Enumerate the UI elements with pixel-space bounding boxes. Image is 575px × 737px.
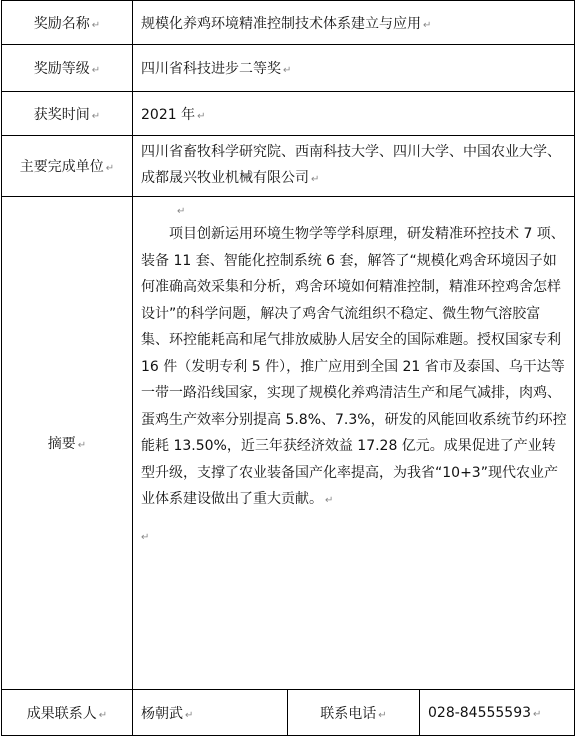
paragraph-mark-icon: ↵ bbox=[91, 110, 101, 122]
contact-person-label: 成果联系人 bbox=[26, 705, 97, 722]
award-name-value-cell bbox=[133, 1, 575, 45]
paragraph-mark-icon: ↵ bbox=[197, 110, 206, 122]
abstract-label: 摘要 bbox=[47, 436, 76, 452]
row-abstract bbox=[2, 197, 575, 690]
contact-phone-label-cell bbox=[288, 690, 420, 736]
paragraph-mark-icon: ↵ bbox=[378, 709, 387, 721]
contact-person-label-cell bbox=[2, 690, 133, 736]
contact-phone-value-cell bbox=[420, 690, 575, 736]
award-level-label-cell bbox=[2, 45, 133, 92]
abstract-text: 项目创新运用环境生物学等学科原理，研发精准环控技术 7 项、装备 11 套、智能化控制系统 6 套，解答了“规模化鸡舍环境因子如何准确高效采集和分析，鸡舍环境如何精准控制，精准环控鸡舍怎样设计”的科学问题，解决了鸡舍气流组织不稳定、微生物气溶胶富集、环控能耗高和尾气排放威胁人居安全的国际难题。授权国家专利 16 件（发明专利 5 件），推广应用到全国 21 省市及泰国、乌干达等一带一路沿线国家，实现了规模化养鸡清洁生产和尾气减排，肉鸡、蛋鸡生产效率分别提高 5.8%、7.3%，研发的风能回收系统节约环控能耗 13.50%，近三年获经济效益 17.28 亿元。成果促进了产业转型升级，支撑了农业装备国产化率提高，为我省“10+3”现代农业产业体系建设做出了重大贡献。 bbox=[141, 226, 567, 507]
abstract-label-cell bbox=[2, 197, 133, 690]
paragraph-mark-icon: ↵ bbox=[311, 174, 320, 185]
paragraph-mark-icon: ↵ bbox=[98, 709, 108, 721]
paragraph-mark-icon: ↵ bbox=[325, 495, 334, 506]
paragraph-mark-icon: ↵ bbox=[177, 206, 186, 217]
award-level-value-cell bbox=[133, 45, 575, 92]
paragraph-mark-icon: ↵ bbox=[91, 19, 101, 31]
award-time-value-cell bbox=[133, 92, 575, 136]
award-time-label-cell bbox=[2, 92, 133, 136]
units-value: 四川省畜牧科学研究院、西南科技大学、四川大学、中国农业大学、成都晟兴牧业机械有限公司 bbox=[141, 144, 561, 186]
row-contact bbox=[2, 690, 575, 736]
contact-person-value-cell bbox=[133, 690, 288, 736]
paragraph-mark-icon: ↵ bbox=[533, 708, 542, 720]
contact-phone-label: 联系电话 bbox=[320, 705, 377, 722]
paragraph-mark-icon: ↵ bbox=[105, 163, 115, 174]
award-time-label: 获奖时间 bbox=[33, 106, 90, 123]
award-name-value: 规模化养鸡环境精准控制技术体系建立与应用 bbox=[141, 15, 421, 32]
units-value-cell bbox=[133, 136, 575, 197]
units-label-cell bbox=[2, 136, 133, 197]
row-award-level bbox=[2, 45, 575, 92]
row-award-time bbox=[2, 92, 575, 136]
award-level-label: 奖励等级 bbox=[33, 61, 90, 77]
paragraph-mark-icon: ↵ bbox=[185, 709, 194, 721]
paragraph-mark-icon: ↵ bbox=[77, 440, 87, 451]
award-time-value: 2021 年 bbox=[141, 106, 196, 123]
contact-person-value: 杨朝武 bbox=[141, 705, 183, 722]
paragraph-mark-icon: ↵ bbox=[141, 531, 150, 543]
award-level-value: 四川省科技进步二等奖 bbox=[141, 61, 281, 77]
row-completion-units bbox=[2, 136, 575, 197]
contact-phone-value: 028-84555593 bbox=[428, 704, 532, 721]
row-award-name bbox=[2, 1, 575, 45]
paragraph-mark-icon: ↵ bbox=[283, 65, 292, 76]
award-info-table bbox=[1, 0, 575, 736]
abstract-value-cell bbox=[133, 197, 575, 690]
paragraph-mark-icon: ↵ bbox=[91, 65, 101, 76]
abstract-paragraph bbox=[141, 221, 568, 515]
units-label: 主要完成单位 bbox=[19, 159, 104, 175]
paragraph-mark-icon: ↵ bbox=[423, 19, 432, 31]
award-name-label: 奖励名称 bbox=[33, 15, 90, 32]
award-name-label-cell bbox=[2, 1, 133, 45]
